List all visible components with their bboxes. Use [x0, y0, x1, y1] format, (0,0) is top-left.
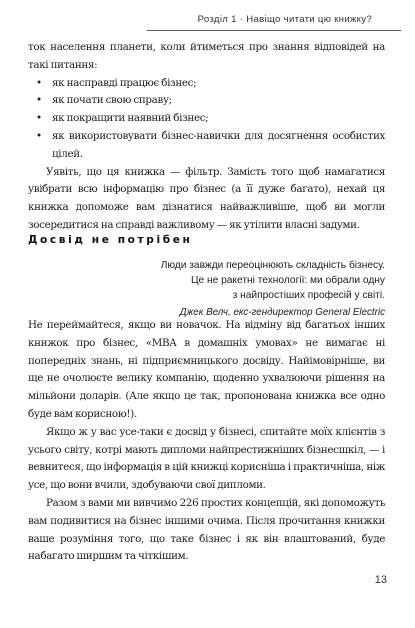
- list-item: • як використовувати бізнес-навички для досягнення особистих цілей.: [28, 128, 385, 164]
- running-head-chapter: Розділ 1: [197, 14, 237, 25]
- epigraph-line: Це не ракетні технології: ми обрали одну: [190, 275, 385, 287]
- running-head: [0, 14, 372, 25]
- epigraph-line: Люди завжди переоцінюють складність бізнесу.: [160, 260, 385, 271]
- epigraph-line: з найпростіших професій у світі.: [232, 290, 385, 302]
- section-paragraph: Якщо ж у вас усе-таки є досвід у бізнесі, спитайте моїх клієнтів з усього світу, котрі мають дипломи найпрестижніших бізнесшкіл, — і вевнитеся, що інформація в цій книжці корисніша і практичніша, ніж усе, що вони вчили, здобуваючи свої дипломи.: [28, 425, 385, 492]
- epigraph-attribution: Джек Велч, екс-гендиректор General Electric: [179, 306, 385, 318]
- intro-lead-paragraph: ток населення планети, коли йтиметься про знання відповідей на такі питання:: [28, 41, 385, 71]
- list-item: • як покращити наявний бізнес;: [28, 110, 385, 128]
- running-head-separator: ·: [239, 14, 244, 25]
- question-list: [28, 75, 385, 164]
- filter-paragraph: Уявіть, що ця книжка — фільтр. Замість того щоб намагатися увібрати всю інформацію про бізнес (а її дуже багато), нехай ця книжка допоможе вам дізнатися найважливіше, щоб ви могли зосередитися на справді важливому — як утілити власні задуми.: [28, 165, 385, 231]
- intro-block: [28, 39, 385, 235]
- list-item: • як почати свою справу;: [28, 92, 385, 110]
- page-number: 13: [374, 574, 387, 586]
- section-title: Досвід не потрібен: [28, 234, 193, 246]
- list-item: • як насправді працює бізнес;: [28, 75, 385, 93]
- section-body: [28, 317, 385, 566]
- running-head-rule: [147, 30, 401, 31]
- running-head-title: Навіщо читати цю книжку?: [246, 14, 372, 25]
- section-paragraph: Разом з вами ми вивчимо 226 простих концепцій, які допоможуть вам подивитися на бізнес іншими очима. Після прочитання книжки ваше розуміння того, що таке бізнес і як він влаштований, буде набагато ширшим та чіткішим.: [28, 496, 385, 563]
- section-paragraph: Не переймайтеся, якщо ви новачок. На відміну від багатьох інших книжок про бізнес, «MBA в домашніх умовах» не вимагає ні попередніх знань, ні підприємницького досвіду. Найімовірніше, ви ще не очолюєте велику компанію, щоденно ухвалюючи рішення на мільйони доларів. (Але якщо це так, пропонована книжка все одно буде вам корисною!).: [28, 319, 385, 420]
- epigraph: [145, 258, 385, 320]
